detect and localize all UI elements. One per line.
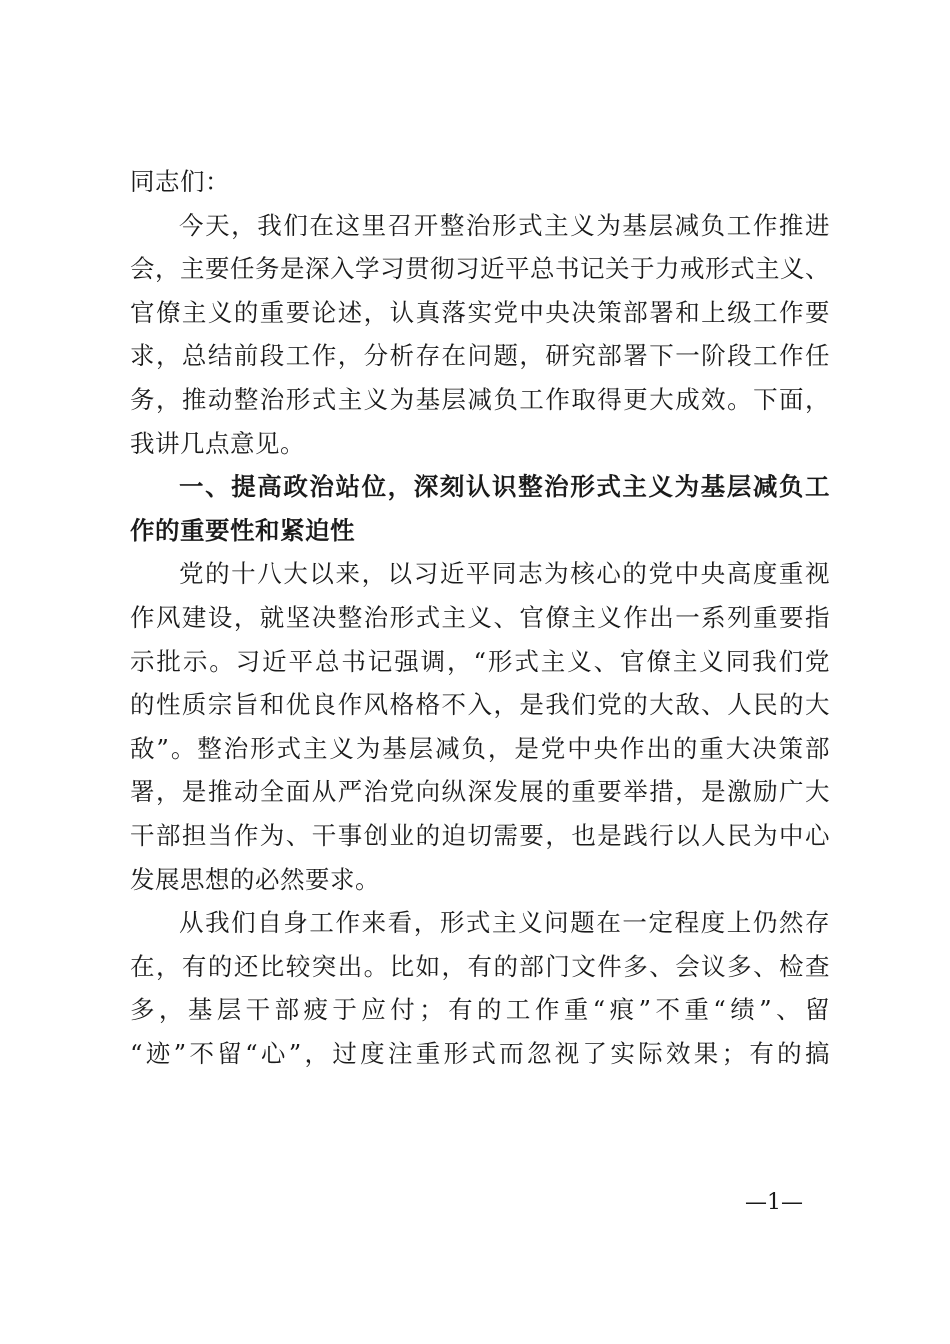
section-heading: [130, 465, 830, 552]
document-body: [130, 160, 830, 1075]
text-line: 干部担当作为、干事创业的迫切需要，也是践行以人民为中心: [130, 820, 830, 850]
text-line: 署，是推动全面从严治党向纵深发展的重要举措，是激励广大: [130, 777, 830, 807]
text-line: 我讲几点意见。: [130, 428, 305, 458]
body-paragraph: [130, 901, 830, 1075]
text-line: 作的重要性和紧迫性: [130, 515, 355, 545]
text-line: 示批示。习近平总书记强调，“形式主义、官僚主义同我们党: [130, 646, 830, 676]
text-line: 会，主要任务是深入学习贯彻习近平总书记关于力戒形式主义、: [130, 254, 830, 284]
page-number: —1—: [745, 1190, 803, 1215]
salutation: 同志们：: [130, 167, 230, 196]
text-line: 敌”。整治形式主义为基层减负，是党中央作出的重大决策部: [130, 733, 830, 763]
text-line: 今天，我们在这里召开整治形式主义为基层减负工作推进: [179, 210, 830, 240]
text-line: 作风建设，就坚决整治形式主义、官僚主义作出一系列重要指: [130, 602, 830, 632]
body-paragraph: [130, 552, 830, 901]
text-line: 官僚主义的重要论述，认真落实党中央决策部署和上级工作要: [130, 297, 830, 327]
body-paragraph: [130, 204, 830, 466]
text-line: 在，有的还比较突出。比如，有的部门文件多、会议多、检查: [130, 951, 830, 981]
text-line: 务，推动整治形式主义为基层减负工作取得更大成效。下面，: [130, 384, 830, 414]
text-line: 的性质宗旨和优良作风格格不入，是我们党的大敌、人民的大: [130, 690, 830, 720]
text-line: 求，总结前段工作，分析存在问题，研究部署下一阶段工作任: [130, 341, 830, 371]
text-line: “迹”不留“心”，过度注重形式而忽视了实际效果；有的搞: [130, 1038, 830, 1068]
text-line: 从我们自身工作来看，形式主义问题在一定程度上仍然存: [179, 908, 830, 938]
text-line: 多，基层干部疲于应付；有的工作重“痕”不重“绩”、留: [130, 995, 830, 1025]
text-line: 一、提高政治站位，深刻认识整治形式主义为基层减负工: [179, 472, 830, 502]
text-line: 发展思想的必然要求。: [130, 864, 380, 894]
text-line: 党的十八大以来，以习近平同志为核心的党中央高度重视: [179, 559, 830, 589]
